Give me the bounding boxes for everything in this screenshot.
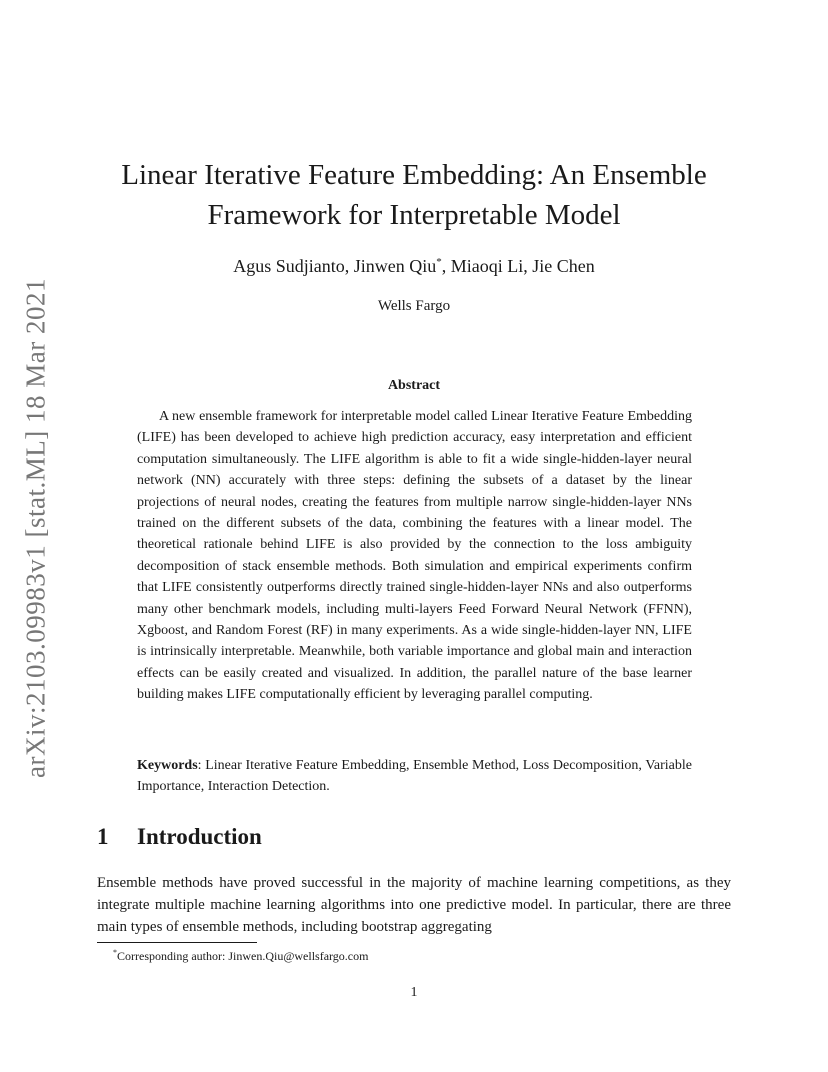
page-number: 1 [410, 985, 418, 1000]
abstract-heading: Abstract [387, 378, 441, 393]
keywords-label: Keywords [137, 758, 198, 773]
footnote-divider [97, 942, 257, 943]
section-heading-introduction [97, 824, 262, 850]
paper-title [100, 155, 728, 235]
footnote-text: Corresponding author: Jinwen.Qiu@wellsfargo.com [117, 949, 369, 963]
paper-title-line-2: Framework for Interpretable Model [207, 199, 621, 231]
keywords-paragraph [137, 755, 692, 798]
corresponding-author-mark: * [436, 256, 442, 268]
author-names-rest: , Miaoqi Li, Jie Chen [441, 256, 595, 276]
author-names-first: Agus Sudjianto, Jinwen Qiu [233, 256, 437, 276]
footnote [113, 948, 368, 964]
introduction-paragraph: Ensemble methods have proved successful in the majority of machine learning competitions, as they integrate multiple machine learning algorithms into one predictive model. In particular, there are three main types of ensemble methods, including bootstrap aggregating [97, 875, 731, 935]
arxiv-identifier-stamp: arXiv:2103.09983v1 [stat.ML] 18 Mar 2021 [20, 278, 51, 778]
section-title: Introduction [137, 824, 262, 849]
section-number: 1 [97, 824, 109, 849]
author-affiliation: Wells Fargo [377, 298, 451, 314]
keywords-text: : Linear Iterative Feature Embedding, Ensemble Method, Loss Decomposition, Variable Importance, Interaction Detection. [137, 758, 692, 795]
footnote-mark: * [113, 948, 117, 957]
author-list [100, 256, 728, 277]
abstract-body: A new ensemble framework for interpretable model called Linear Iterative Feature Embedding (LIFE) has been developed to achieve high prediction accuracy, easy interpretation and efficient computation simultaneously. The LIFE algorithm is able to fit a wide single-hidden-layer neural network (NN) accurately with three steps: defining the subsets of a dataset by the linear projections of neural nodes, creating the features from multiple narrow single-hidden-layer NNs trained on the different subsets of the data, combining the features with a linear model. The theoretical rationale behind LIFE is also provided by the connection to the loss ambiguity decomposition of stack ensemble methods. Both simulation and empirical experiments confirm that LIFE consistently outperforms directly trained single-hidden-layer NNs and also outperforms many other benchmark models, including multi-layers Feed Forward Neural Network (FFNN), Xgboost, and Random Forest (RF) in many experiments. As a wide single-hidden-layer NN, LIFE is intrinsically interpretable. Meanwhile, both variable importance and global main and interaction effects can be easily created and visualized. In addition, the parallel nature of the base learner building makes LIFE computationally efficient by leveraging parallel computing. [137, 409, 692, 703]
paper-title-line-1: Linear Iterative Feature Embedding: An Ensemble [121, 159, 707, 191]
